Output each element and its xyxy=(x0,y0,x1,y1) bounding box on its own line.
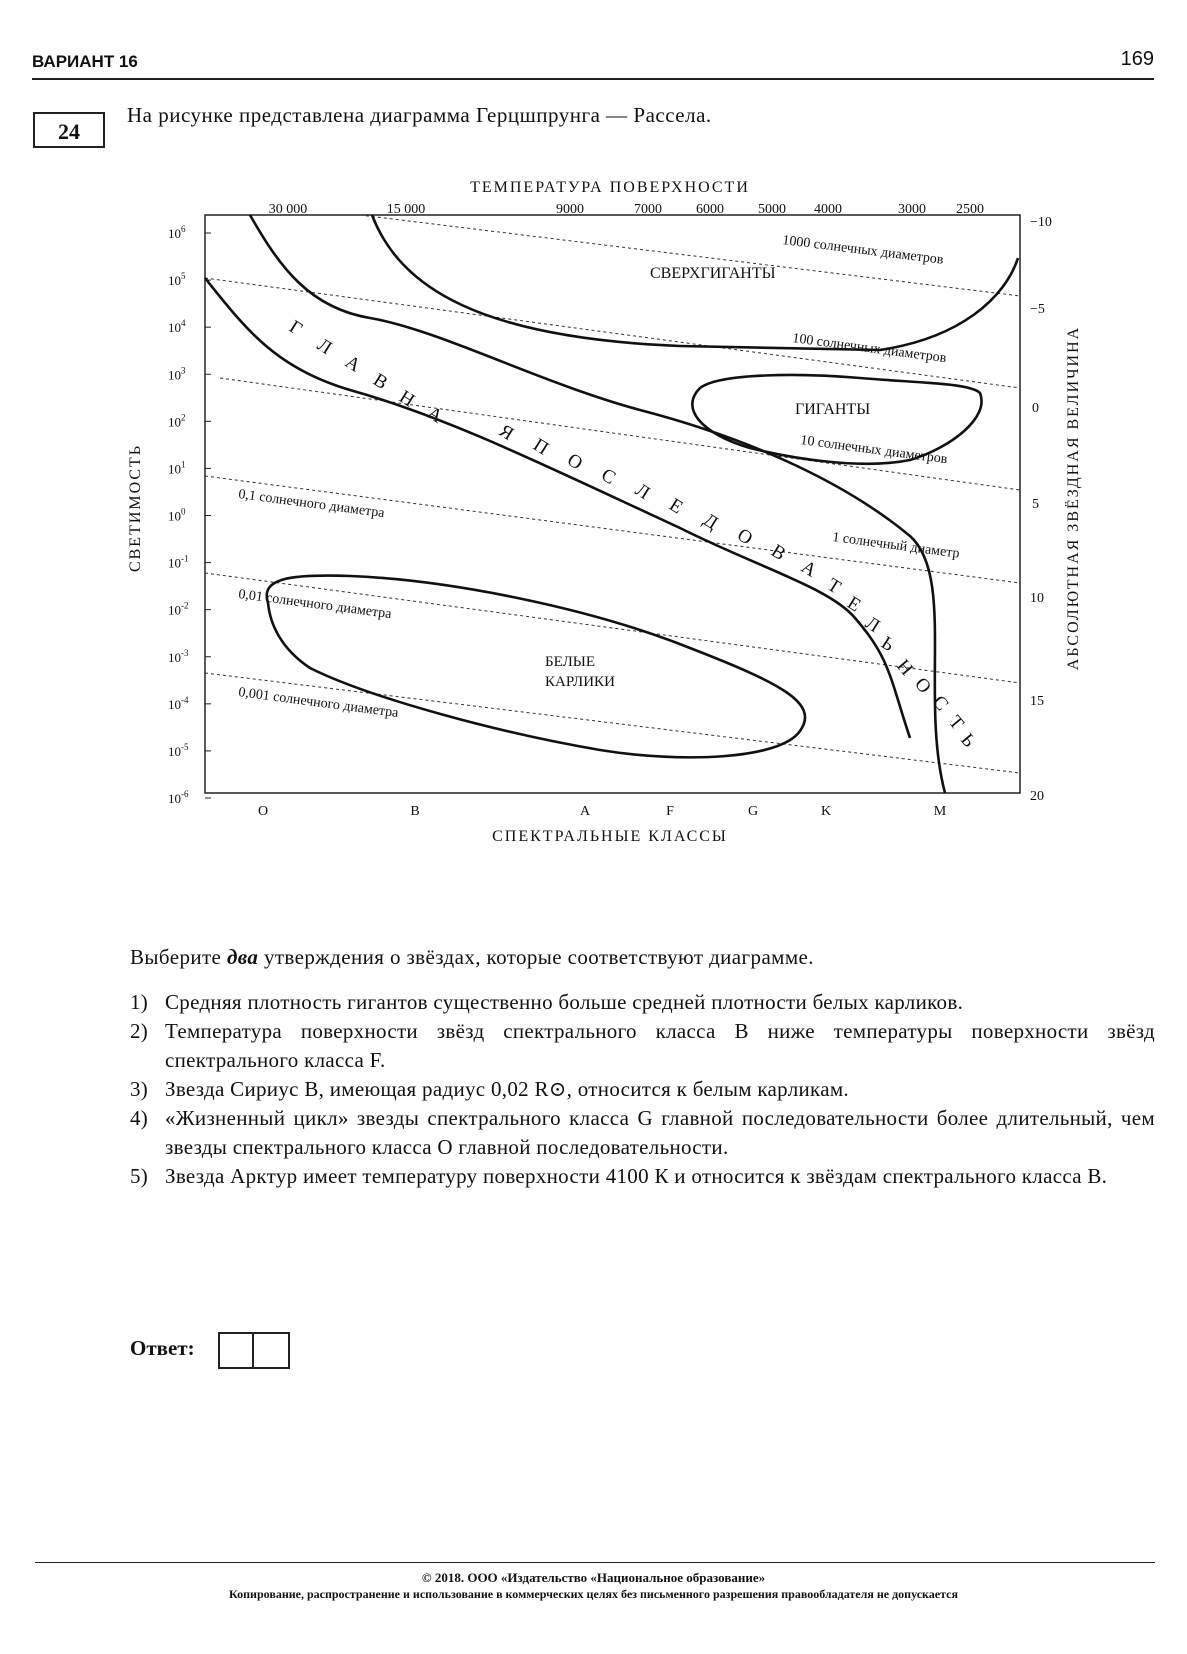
spectral-class: B xyxy=(410,804,420,819)
mag-tick: 5 xyxy=(1032,497,1039,512)
luminosity-tick: $10^3$ xyxy=(168,365,186,383)
diameter-line-1 xyxy=(205,476,1020,583)
spectral-class: K xyxy=(820,804,832,819)
temp-tick: 15 000 xyxy=(386,202,426,217)
option-5 xyxy=(130,1162,1155,1191)
option-4 xyxy=(130,1104,1155,1162)
temp-tick: 2500 xyxy=(956,202,984,217)
spectral-class: G xyxy=(747,804,759,819)
diam-label-0.001: 0,001 солнечного диаметра xyxy=(237,685,400,722)
luminosity-tick: $10^4$ xyxy=(168,318,186,336)
temp-tick: 6000 xyxy=(696,202,724,217)
temp-tick: 7000 xyxy=(634,202,662,217)
main-sequence-letter: В xyxy=(369,369,392,394)
footer-copyright: © 2018. ООО «Издательство «Национальное образование» xyxy=(421,1570,766,1585)
label-white-dwarfs-1: БЕЛЫЕ xyxy=(545,654,595,670)
options-list xyxy=(130,988,1155,1191)
main-sequence-letter: Т xyxy=(944,711,968,735)
main-sequence-letter: Н xyxy=(395,386,419,412)
footer-notice: Копирование, распространение и использование в коммерческих целях без письменного разрешения правообладателя не допускается xyxy=(229,1587,958,1601)
task-intro: На рисунке представлена диаграмма Герцшпрунга — Рассела. xyxy=(127,103,712,127)
left-axis-title: СВЕТИМОСТЬ xyxy=(127,443,144,573)
option-text: Температура поверхности звёзд спектрального класса В ниже температуры поверхности звёзд спектрального класса F. xyxy=(165,1019,1155,1072)
temp-tick: 9000 xyxy=(556,202,584,217)
luminosity-tick: $10^{-4}$ xyxy=(168,694,189,712)
main-sequence-letter: Ь xyxy=(956,729,980,752)
mag-tick: 20 xyxy=(1030,789,1044,804)
main-sequence-label xyxy=(285,316,979,751)
footer-divider xyxy=(35,1562,1155,1563)
diam-label-0.01: 0,01 солнечного диаметра xyxy=(237,587,393,623)
question-emphasis: два xyxy=(226,945,259,969)
main-sequence-letter: А xyxy=(341,351,365,377)
option-text: Звезда Арктур имеет температуру поверхности 4100 К и относится к звёздам спектрального класса В. xyxy=(165,1164,1108,1188)
magnitude-ticks xyxy=(1030,215,1052,804)
main-sequence-letter: А xyxy=(423,402,447,428)
mag-tick: 10 xyxy=(1030,591,1044,606)
main-sequence-letter: П xyxy=(529,434,553,460)
main-sequence-letter: Е xyxy=(843,592,865,617)
answer-box-2[interactable] xyxy=(254,1332,290,1369)
mag-tick: 0 xyxy=(1032,401,1039,416)
variant-label: ВАРИАНТ 16 xyxy=(32,52,138,71)
main-sequence-letter: Т xyxy=(823,574,845,599)
hr-diagram xyxy=(120,178,1120,888)
main-sequence-letter: Н xyxy=(892,655,918,680)
temp-tick: 4000 xyxy=(814,202,842,217)
option-3 xyxy=(130,1075,1155,1104)
main-sequence-letter: Д xyxy=(699,509,722,535)
luminosity-tick: $10^{-3}$ xyxy=(168,647,189,665)
main-sequence-letter: С xyxy=(928,691,953,715)
spectral-class: A xyxy=(579,804,591,819)
option-number: 3) xyxy=(130,1077,149,1101)
option-number: 5) xyxy=(130,1164,149,1188)
spectral-class: M xyxy=(933,804,947,819)
bottom-axis-title: СПЕКТРАЛЬНЫЕ КЛАССЫ xyxy=(492,828,728,845)
luminosity-tick: $10^6$ xyxy=(168,224,186,241)
spectral-class: F xyxy=(666,804,674,819)
luminosity-tick: $10^1$ xyxy=(168,459,186,477)
main-sequence-letter: Я xyxy=(495,420,518,445)
option-number: 1) xyxy=(130,990,149,1014)
main-sequence-letter: О xyxy=(910,673,936,698)
label-giants: ГИГАНТЫ xyxy=(795,401,871,418)
option-text: Средняя плотность гигантов существенно больше средней плотности белых карликов. xyxy=(165,990,964,1014)
luminosity-tick: $10^2$ xyxy=(168,412,186,430)
supergiants-curve xyxy=(372,215,1018,350)
temp-tick: 3000 xyxy=(898,202,926,217)
diameter-line-100 xyxy=(205,278,1020,388)
diam-label-1000: 1000 солнечных диаметров xyxy=(781,233,945,268)
main-sequence-letter: Л xyxy=(313,334,336,360)
main-sequence-letter: Л xyxy=(861,612,884,638)
spectral-classes xyxy=(258,804,947,819)
right-axis-title: АБСОЛЮТНАЯ ЗВЁЗДНАЯ ВЕЛИЧИНА xyxy=(1065,325,1082,671)
option-text: Звезда Сириус В, имеющая радиус 0,02 R⊙, относится к белым карликам. xyxy=(165,1077,849,1101)
option-text: «Жизненный цикл» звезды спектрального класса G главной последовательности более длительный, чем звезды спектрального класса О главной последовательности. xyxy=(165,1106,1155,1159)
answer-box-1[interactable] xyxy=(218,1332,254,1369)
option-1 xyxy=(130,988,1155,1017)
answer-label: Ответ: xyxy=(130,1336,195,1360)
diam-label-100: 100 солнечных диаметров xyxy=(791,331,948,367)
top-axis-title: ТЕМПЕРАТУРА ПОВЕРХНОСТИ xyxy=(470,179,750,196)
spectral-class: O xyxy=(257,804,269,819)
answer-boxes[interactable] xyxy=(218,1332,290,1369)
mag-tick: −5 xyxy=(1030,302,1045,317)
mag-tick: 15 xyxy=(1030,694,1044,709)
question-prefix: Выберите xyxy=(130,945,227,969)
main-sequence-letter: О xyxy=(563,449,587,475)
question-suffix: утверждения о звёздах, которые соответствуют диаграмме. xyxy=(258,945,814,969)
main-sequence-letter: С xyxy=(597,464,620,489)
page-header xyxy=(32,48,1154,80)
luminosity-tick: $10^{-6}$ xyxy=(168,789,189,806)
main-sequence-letter: В xyxy=(767,540,790,565)
mag-tick: −10 xyxy=(1030,215,1052,230)
main-sequence-letter: Ь xyxy=(877,632,898,657)
label-white-dwarfs-2: КАРЛИКИ xyxy=(545,674,615,690)
question-text xyxy=(130,945,814,970)
luminosity-tick: $10^5$ xyxy=(168,271,186,289)
diam-label-1: 1 солнечный диаметр xyxy=(831,530,961,562)
main-sequence-letter: Г xyxy=(285,316,306,341)
label-supergiants: СВЕРХГИГАНТЫ xyxy=(650,265,776,282)
option-number: 4) xyxy=(130,1106,149,1130)
temp-tick: 30 000 xyxy=(268,202,308,217)
main-sequence-letter: Л xyxy=(631,479,654,505)
task-number: 24 xyxy=(33,112,105,148)
option-number: 2) xyxy=(130,1019,149,1043)
main-sequence-letter: О xyxy=(733,524,757,550)
diam-label-0.1: 0,1 солнечного диаметра xyxy=(237,487,386,522)
page-number: 169 xyxy=(1120,48,1154,70)
luminosity-tick: $10^{-2}$ xyxy=(168,600,189,618)
diam-label-10: 10 солнечных диаметров xyxy=(799,433,949,468)
option-2 xyxy=(130,1017,1155,1075)
luminosity-tick: $10^{-1}$ xyxy=(168,553,189,571)
diameter-line-10 xyxy=(220,378,1020,490)
main-sequence-letter: А xyxy=(797,556,821,582)
temp-tick: 5000 xyxy=(758,202,786,217)
luminosity-tick: $10^0$ xyxy=(168,506,186,524)
luminosity-tick: $10^{-5}$ xyxy=(168,741,189,759)
main-sequence-letter: Е xyxy=(665,494,687,519)
